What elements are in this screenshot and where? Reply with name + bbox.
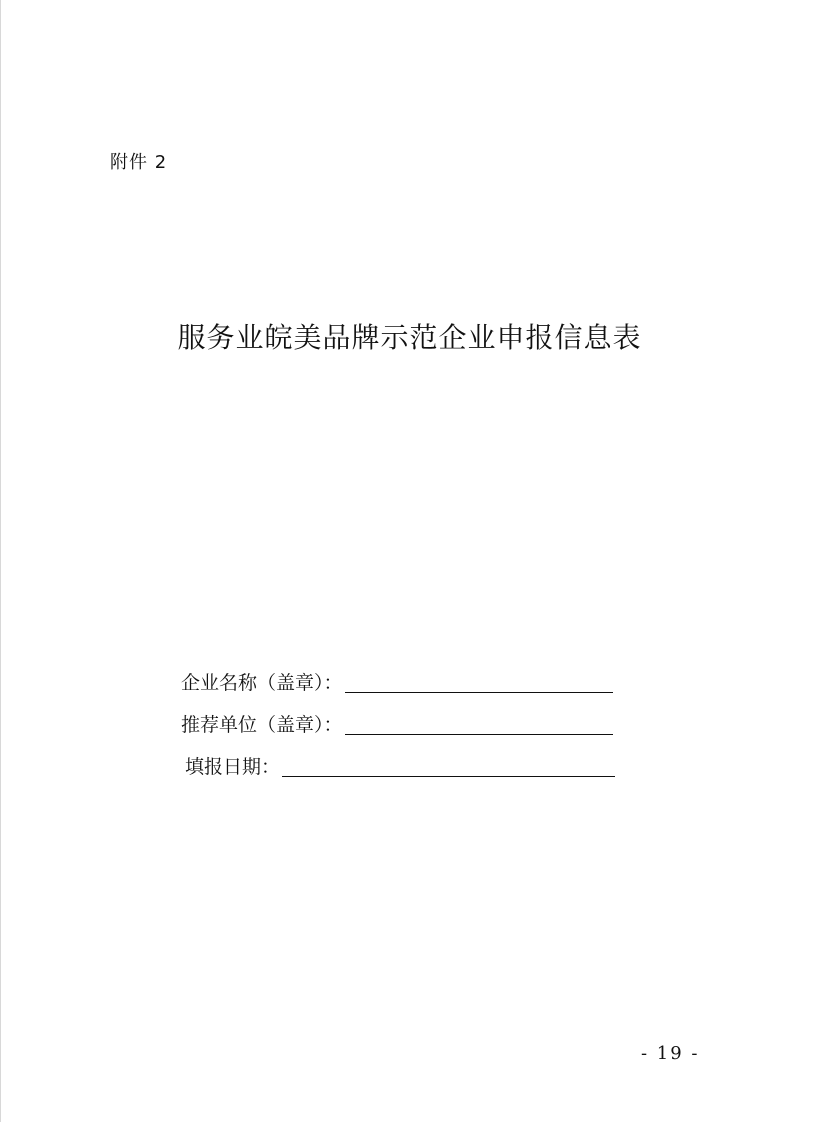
fill-date-label: 填报日期： — [185, 756, 281, 778]
attachment-label: 附件 2 — [110, 152, 168, 173]
page-number: - 19 - — [641, 1043, 700, 1064]
company-name-field — [181, 668, 613, 695]
fill-date-blank — [282, 756, 615, 777]
fill-date-field — [185, 752, 615, 779]
recommending-unit-label: 推荐单位（盖章）： — [181, 714, 343, 736]
recommending-unit-blank — [345, 714, 613, 735]
company-name-blank — [345, 672, 613, 693]
recommending-unit-field — [181, 710, 613, 737]
company-name-label: 企业名称（盖章）： — [181, 672, 343, 694]
form-title: 服务业皖美品牌示范企业申报信息表 — [177, 321, 642, 354]
